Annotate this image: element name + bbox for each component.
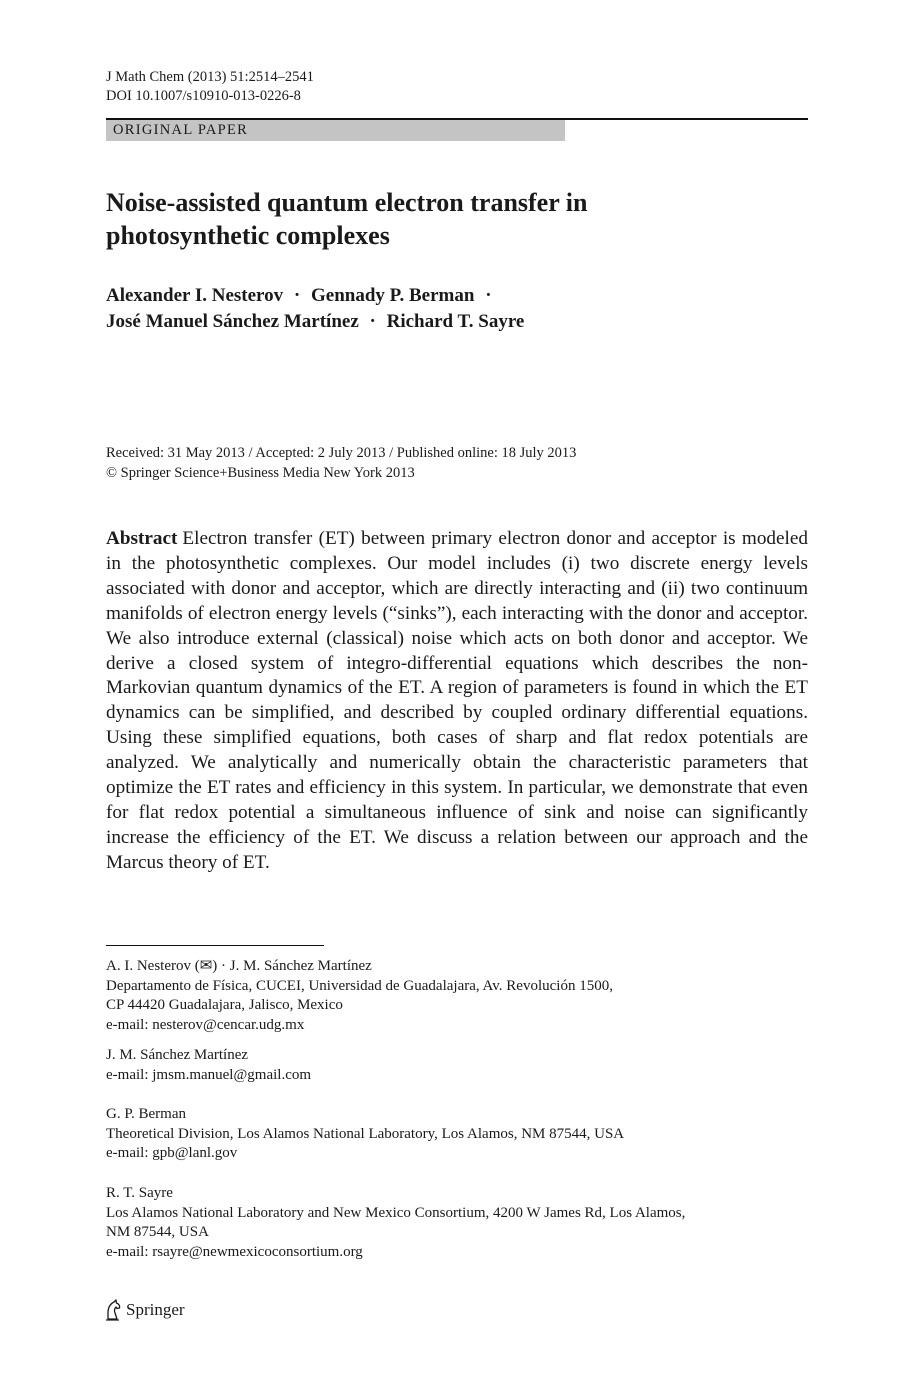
author-separator: · bbox=[293, 285, 301, 306]
journal-header bbox=[106, 68, 314, 106]
journal-doi: DOI 10.1007/s10910-013-0226-8 bbox=[106, 88, 301, 104]
affiliation-block bbox=[106, 957, 808, 1035]
copyright-line: © Springer Science+Business Media New York 2013 bbox=[106, 465, 415, 481]
footnote-rule bbox=[106, 945, 324, 946]
title-line-2: photosynthetic complexes bbox=[106, 221, 390, 250]
publisher-footer bbox=[104, 1298, 185, 1322]
affiliation-email: e-mail: gpb@lanl.gov bbox=[106, 1145, 238, 1162]
affiliation-line: CP 44420 Guadalajara, Jalisco, Mexico bbox=[106, 997, 343, 1014]
affiliation-names: A. I. Nesterov (✉) · J. M. Sánchez Martínez bbox=[106, 958, 372, 974]
abstract-text: Electron transfer (ET) between primary electron donor and acceptor is modeled in the photosynthetic complexes. Our model includes (i) two discrete energy levels associated with donor and acceptor, which are directly interacting and (ii) two continuum manifolds of electron energy levels (“sinks”), each interacting with the donor and acceptor. We also introduce external (classical) noise which acts on both donor and acceptor. We derive a closed system of integro-differential equations which describes the non-Markovian quantum dynamics of the ET. A region of parameters is found in which the ET dynamics can be simplified, and described by coupled ordinary differential equations. Using these simplified equations, both cases of sharp and flat redox potentials are analyzed. We analytically and numerically obtain the characteristic parameters that optimize the ET rates and efficiency in this system. In particular, we demonstrate that even for flat redox potential a simultaneous influence of sink and noise can significantly increase the efficiency of the ET. We discuss a relation between our approach and the Marcus theory of ET. bbox=[106, 528, 808, 873]
affiliation-line: NM 87544, USA bbox=[106, 1224, 209, 1241]
affiliation-line: Los Alamos National Laboratory and New Mexico Consortium, 4200 W James Rd, Los Alamos, bbox=[106, 1204, 686, 1221]
author-separator: · bbox=[485, 285, 492, 306]
author-list bbox=[106, 283, 806, 335]
affiliation-block bbox=[106, 1105, 808, 1164]
affiliation-line: Theoretical Division, Los Alamos National Laboratory, Los Alamos, NM 87544, USA bbox=[106, 1125, 625, 1142]
author-name: Richard T. Sayre bbox=[386, 311, 525, 332]
springer-horse-icon bbox=[104, 1299, 122, 1321]
paper-type-banner: ORIGINAL PAPER bbox=[106, 120, 565, 141]
affiliation-line: Departamento de Física, CUCEI, Universidad de Guadalajara, Av. Revolución 1500, bbox=[106, 977, 613, 994]
affiliation-email: e-mail: jmsm.manuel@gmail.com bbox=[106, 1066, 312, 1083]
abstract bbox=[106, 527, 808, 876]
dates-line: Received: 31 May 2013 / Accepted: 2 July 2013 / Published online: 18 July 2013 bbox=[106, 445, 577, 461]
paper-title bbox=[106, 186, 726, 252]
affiliation-block bbox=[106, 1184, 808, 1262]
affiliation-names: R. T. Sayre bbox=[106, 1185, 173, 1201]
author-separator: · bbox=[369, 311, 376, 332]
author-name: José Manuel Sánchez Martínez bbox=[106, 311, 359, 332]
abstract-label: Abstract bbox=[106, 528, 178, 549]
author-name: Alexander I. Nesterov bbox=[106, 285, 284, 306]
title-line-1: Noise-assisted quantum electron transfer in bbox=[106, 188, 588, 217]
publisher-name: Springer bbox=[126, 1300, 185, 1319]
author-name: Gennady P. Berman bbox=[310, 285, 475, 306]
journal-citation: J Math Chem (2013) 51:2514–2541 bbox=[106, 69, 314, 85]
affiliation-names: J. M. Sánchez Martínez bbox=[106, 1047, 249, 1063]
affiliation-names: G. P. Berman bbox=[106, 1106, 186, 1122]
affiliation-email: e-mail: rsayre@newmexicoconsortium.org bbox=[106, 1243, 363, 1260]
publication-history bbox=[106, 443, 576, 483]
affiliation-email: e-mail: nesterov@cencar.udg.mx bbox=[106, 1016, 305, 1033]
affiliation-block bbox=[106, 1046, 808, 1085]
